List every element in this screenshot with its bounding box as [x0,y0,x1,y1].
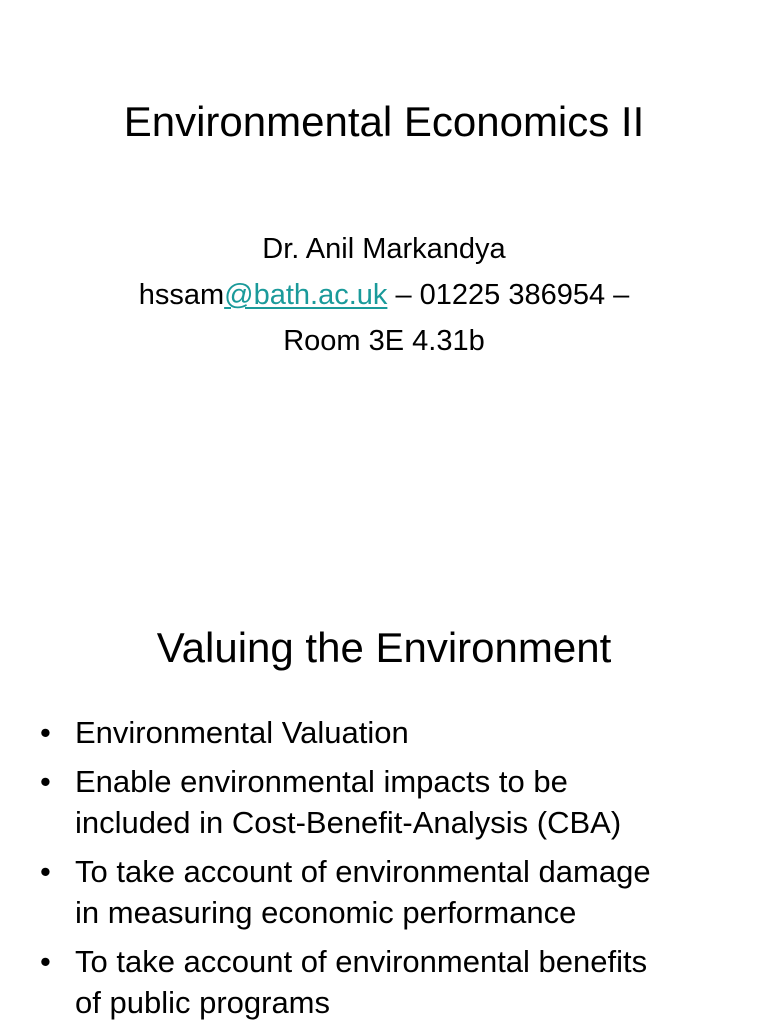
author-name: Dr. Anil Markandya [262,233,506,265]
bullet-item [40,712,740,753]
bullet-item [40,851,740,933]
email-link[interactable]: @bath.ac.uk [224,279,388,311]
bullet-icon: • [40,854,51,889]
bullet-text: Enable environmental impacts to be [75,764,568,799]
phone-number: – 01225 386954 – [387,279,630,311]
bullet-list [40,712,740,1024]
bullet-icon: • [40,944,51,979]
slide-valuing-environment [0,512,768,1024]
bullet-item [40,761,740,843]
bullet-text: Environmental Valuation [75,715,409,750]
author-contact-block [0,226,768,364]
bullet-text: To take account of environmental damage [75,854,651,889]
email-prefix: hssam [138,279,225,311]
bullet-item [40,941,740,1023]
bullet-text-continued: of public programs [75,985,331,1020]
bullet-text-continued: included in Cost-Benefit-Analysis (CBA) [75,805,622,840]
room-number: Room 3E 4.31b [283,325,485,357]
bullet-text-continued: in measuring economic performance [75,895,577,930]
slide-title-heading: Environmental Economics II [123,98,645,145]
bullet-icon: • [40,764,51,799]
bullet-text: To take account of environmental benefits [75,944,648,979]
contact-line [0,272,768,318]
slide-heading: Valuing the Environment [156,624,612,671]
bullet-icon: • [40,715,51,750]
